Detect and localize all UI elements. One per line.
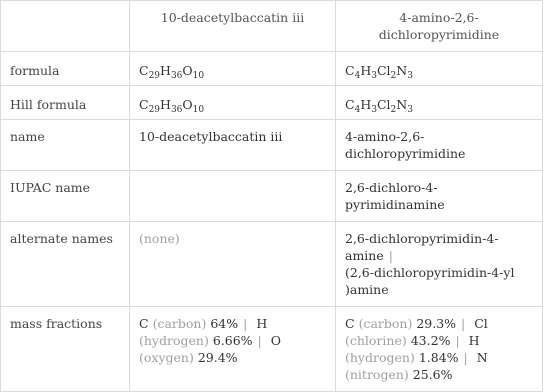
element-symbol: H [160,63,171,78]
row-label-formula: formula [1,52,130,86]
alt-names-cell-2 [336,222,543,307]
iupac-row [1,171,543,222]
alt-separator: | [388,248,393,263]
element-symbol: C [345,63,355,78]
row-label-iupac: IUPAC name [1,171,130,222]
mass-2-N-pct: 25.6% [412,367,453,382]
row-label-name: name [1,120,130,171]
element-count: 3 [371,105,377,115]
header-compound-2 [336,1,543,52]
mass-1-O-pct: 29.4% [197,350,238,365]
mass-cell-1 [130,307,336,392]
name-2-line1: 4-amino-2,6- [345,129,425,144]
mass-2-N-sym: N [476,350,488,365]
header-compound-1: 10-deacetylbaccatin iii [130,1,336,52]
mass-fractions-row [1,307,543,392]
formula-cell-2 [336,52,543,86]
mass-2-sep-1: | [461,316,466,331]
element-symbol: H [160,97,171,112]
element-count: 3 [407,105,413,115]
mass-2-Cl-sym: Cl [474,316,488,331]
element-symbol: C [139,63,149,78]
name-2-line2: dichloropyrimidine [345,146,466,161]
mass-2-H-name: (hydrogen) [345,350,415,365]
mass-cell-2 [336,307,543,392]
element-symbol: Cl [376,97,391,112]
name-row [1,120,543,171]
mass-1-sep-2: | [257,333,262,348]
mass-2-H-pct: 1.84% [418,350,459,365]
alt-2-line3: (2,6-dichloropyrimidin-4-yl [345,265,515,280]
alt-2-line4: )amine [345,282,389,297]
hill-formula-2 [345,97,413,115]
element-count: 4 [354,71,361,81]
mass-2-N-name: (nitrogen) [345,367,409,382]
row-label-mass-fractions: mass fractions [1,307,130,392]
mass-1-H-name: (hydrogen) [139,333,209,348]
mass-2-sep-2: | [455,333,460,348]
formula-1 [139,63,205,81]
element-symbol: O [182,63,193,78]
element-symbol: N [396,97,408,112]
mass-2-H-sym: H [468,333,480,348]
element-count: 29 [148,71,161,81]
alternate-names-row [1,222,543,307]
hill-formula-1 [139,97,205,115]
mass-2-Cl-pct: 43.2% [410,333,451,348]
mass-1-H-sym: H [256,316,268,331]
iupac-cell-1 [130,171,336,222]
element-symbol: H [360,97,372,112]
mass-1-sep-1: | [243,316,248,331]
iupac-2-line2: pyrimidinamine [345,197,445,212]
iupac-cell-2 [336,171,543,222]
alt-2-line1: 2,6-dichloropyrimidin-4- [345,231,499,246]
formula-row [1,52,543,86]
element-count: 36 [170,71,183,81]
hill-formula-row [1,86,543,120]
element-count: 2 [390,71,397,81]
header-row [1,1,543,52]
element-symbol: C [345,97,355,112]
mass-1-C-sym: C [139,316,149,331]
row-label-hill-formula: Hill formula [1,86,130,120]
element-count: 4 [354,105,361,115]
iupac-2-line1: 2,6-dichloro-4- [345,180,438,195]
row-label-alternate-names: alternate names [1,222,130,307]
header-compound-2-text: 4-amino-2,6-dichloropyrimidine [378,10,500,42]
element-symbol: Cl [376,63,391,78]
element-symbol: C [139,97,149,112]
element-count: 36 [170,105,183,115]
element-count: 2 [390,105,397,115]
mass-1-C-name: (carbon) [152,316,207,331]
alt-2-line2: amine [345,248,384,263]
element-count: 10 [192,71,205,81]
element-symbol: H [360,63,372,78]
hill-formula-cell-1 [130,86,336,120]
mass-2-C-sym: C [345,316,355,331]
mass-2-sep-3: | [463,350,468,365]
formula-cell-1 [130,52,336,86]
name-cell-1: 10-deacetylbaccatin iii [130,120,336,171]
mass-1-O-name: (oxygen) [139,350,194,365]
element-symbol: N [396,63,408,78]
element-count: 29 [148,105,161,115]
element-count: 10 [192,105,205,115]
mass-1-H-pct: 6.66% [212,333,253,348]
mass-2-C-name: (carbon) [358,316,413,331]
formula-2 [345,63,413,81]
hill-formula-cell-2 [336,86,543,120]
mass-2-C-pct: 29.3% [416,316,457,331]
element-count: 3 [407,71,413,81]
element-symbol: O [182,97,193,112]
element-count: 3 [371,71,377,81]
mass-1-O-sym: O [270,333,281,348]
mass-1-C-pct: 64% [210,316,239,331]
mass-2-Cl-name: (chlorine) [345,333,407,348]
header-empty-cell [1,1,130,52]
alt-names-cell-1: (none) [130,222,336,307]
name-cell-2 [336,120,543,171]
